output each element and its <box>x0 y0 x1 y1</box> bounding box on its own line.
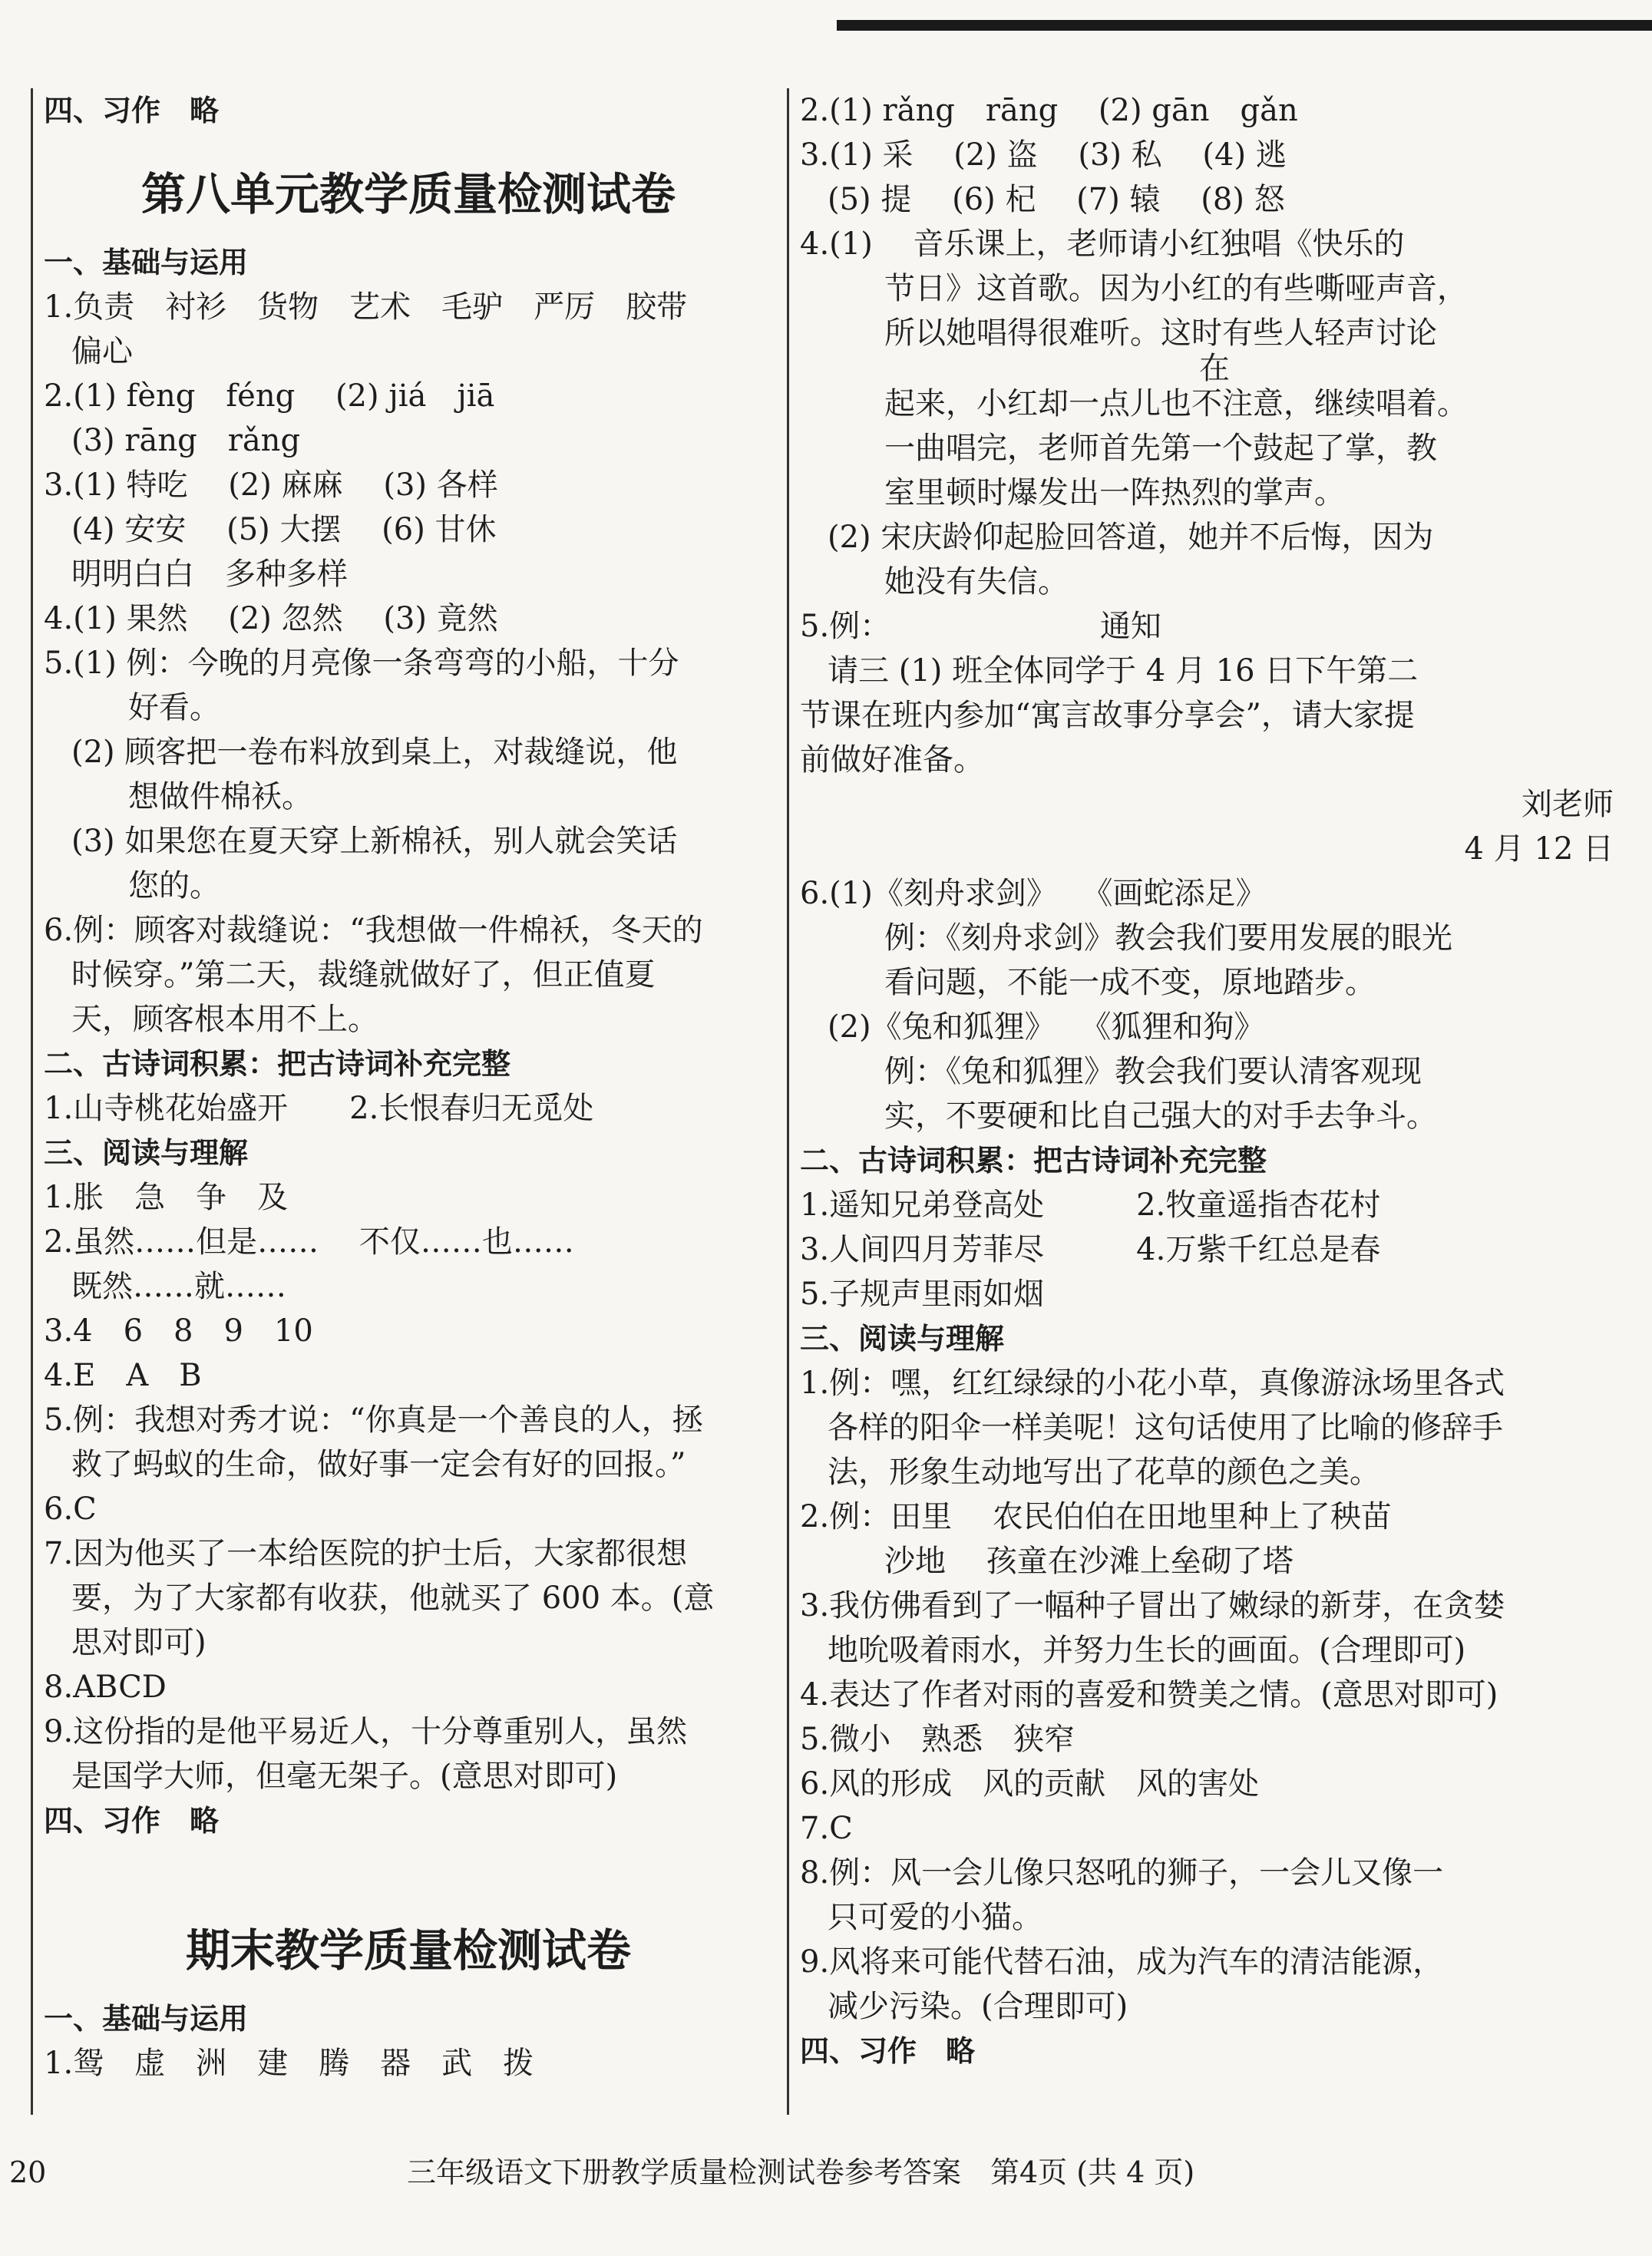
answer-line: 2.(1) rǎng rāng (2) gān gǎn <box>800 93 1298 128</box>
top-border-bar <box>837 20 1652 31</box>
answer-line: 您的。 <box>128 868 220 903</box>
answer-line: 前做好准备。 <box>800 742 984 778</box>
answer-block <box>800 1183 1629 1316</box>
answer-line: 是国学大师，但毫无架子。(意思对即可) <box>71 1759 618 1794</box>
section-heading: 一、基础与运用 <box>44 2002 249 2036</box>
answer-line: 4.(1) 果然 (2) 忽然 (3) 竟然 <box>44 601 498 636</box>
answer-line: 既然……就…… <box>71 1269 286 1304</box>
answer-line: 偏心 <box>71 334 133 369</box>
answer-line: 请三 (1) 班全体同学于 4 月 16 日下午第二 <box>828 653 1419 689</box>
answer-line: (5) 提 (6) 杞 (7) 辕 (8) 怒 <box>828 182 1285 217</box>
section-heading: 二、古诗词积累：把古诗词补充完整 <box>800 1144 1267 1178</box>
notice-signature-name: 刘老师 <box>1521 787 1614 822</box>
answer-line: 起来，小红却一点儿也不注意，继续唱着。 <box>884 386 1468 421</box>
answer-block <box>800 1361 1629 2029</box>
section-heading: 四、习作 略 <box>44 1804 220 1838</box>
answer-line: 7.因为他买了一本给医院的护士后，大家都很想 <box>44 1536 688 1571</box>
answer-line: 6.C <box>44 1491 97 1527</box>
section-heading: 三、阅读与理解 <box>44 1136 249 1170</box>
answer-line: 3.(1) 采 (2) 盗 (3) 私 (4) 逃 <box>800 137 1287 173</box>
answer-line: 明明白白 多种多样 <box>71 557 348 592</box>
answer-line: 3.4 6 8 9 10 <box>44 1313 313 1349</box>
answer-line: 各样的阳伞一样美呢！这句话使用了比喻的修辞手 <box>828 1410 1503 1445</box>
answer-line: 一曲唱完，老师首先第一个鼓起了掌，教 <box>884 431 1437 466</box>
answer-block <box>44 1175 773 1799</box>
answer-line: 1.鸳 虚 洲 建 腾 器 武 拨 <box>44 2046 534 2081</box>
answer-line: (3) rāng rǎng <box>71 423 301 458</box>
left-column <box>31 88 773 2115</box>
page-footer <box>0 2149 1652 2195</box>
section-heading: 二、古诗词积累：把古诗词补充完整 <box>44 1047 511 1081</box>
answer-block <box>44 2041 773 2086</box>
spacer <box>44 1843 773 1889</box>
section-heading: 三、阅读与理解 <box>800 1322 1005 1356</box>
answer-line: 在 <box>1199 351 1230 386</box>
section-heading: 四、习作 略 <box>44 94 220 127</box>
answer-line: 她没有失信。 <box>884 564 1069 600</box>
answer-line: 天，顾客根本用不上。 <box>71 1002 378 1037</box>
footer-caption: 三年级语文下册教学质量检测试卷参考答案 第4页 (共 4 页) <box>407 2155 1195 2189</box>
answer-line: 实，不要硬和比自己强大的对手去争斗。 <box>884 1098 1437 1134</box>
answer-line: 节课在班内参加“寓言故事分享会”，请大家提 <box>800 698 1415 733</box>
answer-block <box>44 1086 773 1131</box>
answer-line: (2) 宋庆龄仰起脸回答道，她并不后悔，因为 <box>828 520 1434 555</box>
answer-line: (3) 如果您在夏天穿上新棉袄，别人就会笑话 <box>71 824 678 859</box>
answer-line: 4.E A B <box>44 1358 202 1393</box>
answer-line: 7.C <box>800 1811 853 1846</box>
answer-line: 例：《刻舟求剑》教会我们要用发展的眼光 <box>884 920 1452 956</box>
answer-line: 所以她唱得很难听。这时有些人轻声讨论 <box>884 315 1437 351</box>
answer-line: 法，形象生动地写出了花草的颜色之美。 <box>828 1455 1380 1490</box>
answer-line: (2) 顾客把一卷布料放到桌上，对裁缝说，他 <box>71 735 678 770</box>
answer-line: 1.负责 衬衫 货物 艺术 毛驴 严厉 胶带 <box>44 289 688 325</box>
page-number: 20 <box>9 2155 47 2189</box>
answer-line: 8.例：风一会儿像只怒吼的狮子，一会儿又像一 <box>800 1855 1444 1891</box>
answer-line: 1.山寺桃花始盛开 2.长恨春归无觅处 <box>44 1091 594 1126</box>
answer-block <box>800 871 1629 1138</box>
answer-line: 好看。 <box>128 690 220 725</box>
answer-line: 9.这份指的是他平易近人，十分尊重别人，虽然 <box>44 1714 688 1749</box>
answer-line: 4.(1) 音乐课上，老师请小红独唱《快乐的 <box>800 226 1405 262</box>
answer-line: 地吮吸着雨水，并努力生长的画面。(合理即可) <box>828 1633 1466 1668</box>
answer-line: 5.(1) 例：今晚的月亮像一条弯弯的小船，十分 <box>44 646 679 681</box>
answer-line: 5.子规声里雨如烟 <box>800 1277 1045 1312</box>
exam-title-final: 期末教学质量检测试卷 <box>185 1924 631 1977</box>
answer-line: 室里顿时爆发出一阵热烈的掌声。 <box>884 475 1345 510</box>
answer-line: 要，为了大家都有收获，他就买了 600 本。(意 <box>71 1581 715 1616</box>
answer-line: 6.(1)《刻舟求剑》 《画蛇添足》 <box>800 876 1267 911</box>
section-heading: 一、基础与运用 <box>44 246 249 279</box>
answer-block <box>800 88 1629 782</box>
answer-line: 节日》这首歌。因为小红的有些嘶哑声音， <box>884 271 1468 306</box>
answer-line: 2.(1) fèng féng (2) jiá jiā <box>44 378 495 414</box>
answer-line: 6.例：顾客对裁缝说：“我想做一件棉袄，冬天的 <box>44 913 703 948</box>
answer-line: 4.表达了作者对雨的喜爱和赞美之情。(意思对即可) <box>800 1677 1498 1713</box>
answer-line: 3.(1) 特吃 (2) 麻麻 (3) 各样 <box>44 467 498 503</box>
answer-line: 思对即可) <box>71 1625 206 1660</box>
answer-line: 只可爱的小猫。 <box>828 1900 1042 1935</box>
right-column <box>787 88 1629 2115</box>
answer-line: 1.例：嘿，红红绿绿的小花小草，真像游泳场里各式 <box>800 1366 1505 1401</box>
answer-line: 3.我仿佛看到了一幅种子冒出了嫩绿的新芽，在贪婪 <box>800 1588 1505 1623</box>
answer-line: 8.ABCD <box>44 1670 167 1705</box>
answer-line: 减少污染。(合理即可) <box>828 1989 1128 2024</box>
answer-line: 救了蚂蚁的生命，做好事一定会有好的回报。” <box>71 1447 686 1482</box>
answer-line: 1.胀 急 争 及 <box>44 1180 289 1215</box>
answer-line: 例：《兔和狐狸》教会我们要认清客观现 <box>884 1054 1422 1089</box>
answer-line: 5.例：我想对秀才说：“你真是一个善良的人，拯 <box>44 1402 703 1438</box>
answer-line: 6.风的形成 风的贡献 风的害处 <box>800 1766 1260 1802</box>
answer-line: (4) 安安 (5) 大摆 (6) 甘休 <box>71 512 497 547</box>
answer-line: 5.例： 通知 <box>800 609 1161 644</box>
answer-line: 5.微小 熟悉 狭窄 <box>800 1722 1075 1757</box>
answer-line: 时候穿。”第二天，裁缝就做好了，但正值夏 <box>71 957 656 993</box>
answer-line: 2.例：田里 农民伯伯在田地里种上了秧苗 <box>800 1499 1392 1534</box>
answer-line: (2)《兔和狐狸》 《狐狸和狗》 <box>828 1009 1265 1045</box>
exam-title-unit8: 第八单元教学质量检测试卷 <box>140 168 676 220</box>
answer-line: 2.虽然……但是…… 不仅……也…… <box>44 1224 574 1260</box>
answer-block <box>44 285 773 1042</box>
section-heading: 四、习作 略 <box>800 2034 976 2068</box>
answer-line: 看问题，不能一成不变，原地踏步。 <box>884 965 1376 1000</box>
answer-line: 1.遥知兄弟登高处 2.牧童遥指杏花村 <box>800 1187 1381 1223</box>
answer-line: 3.人间四月芳菲尽 4.万紫千红总是春 <box>800 1232 1381 1267</box>
answer-line: 9.风将来可能代替石油，成为汽车的清洁能源， <box>800 1944 1444 1980</box>
answer-line: 想做件棉袄。 <box>128 779 312 814</box>
notice-signature-date: 4 月 12 日 <box>1464 831 1614 867</box>
answer-line: 沙地 孩童在沙滩上垒砌了塔 <box>884 1544 1294 1579</box>
